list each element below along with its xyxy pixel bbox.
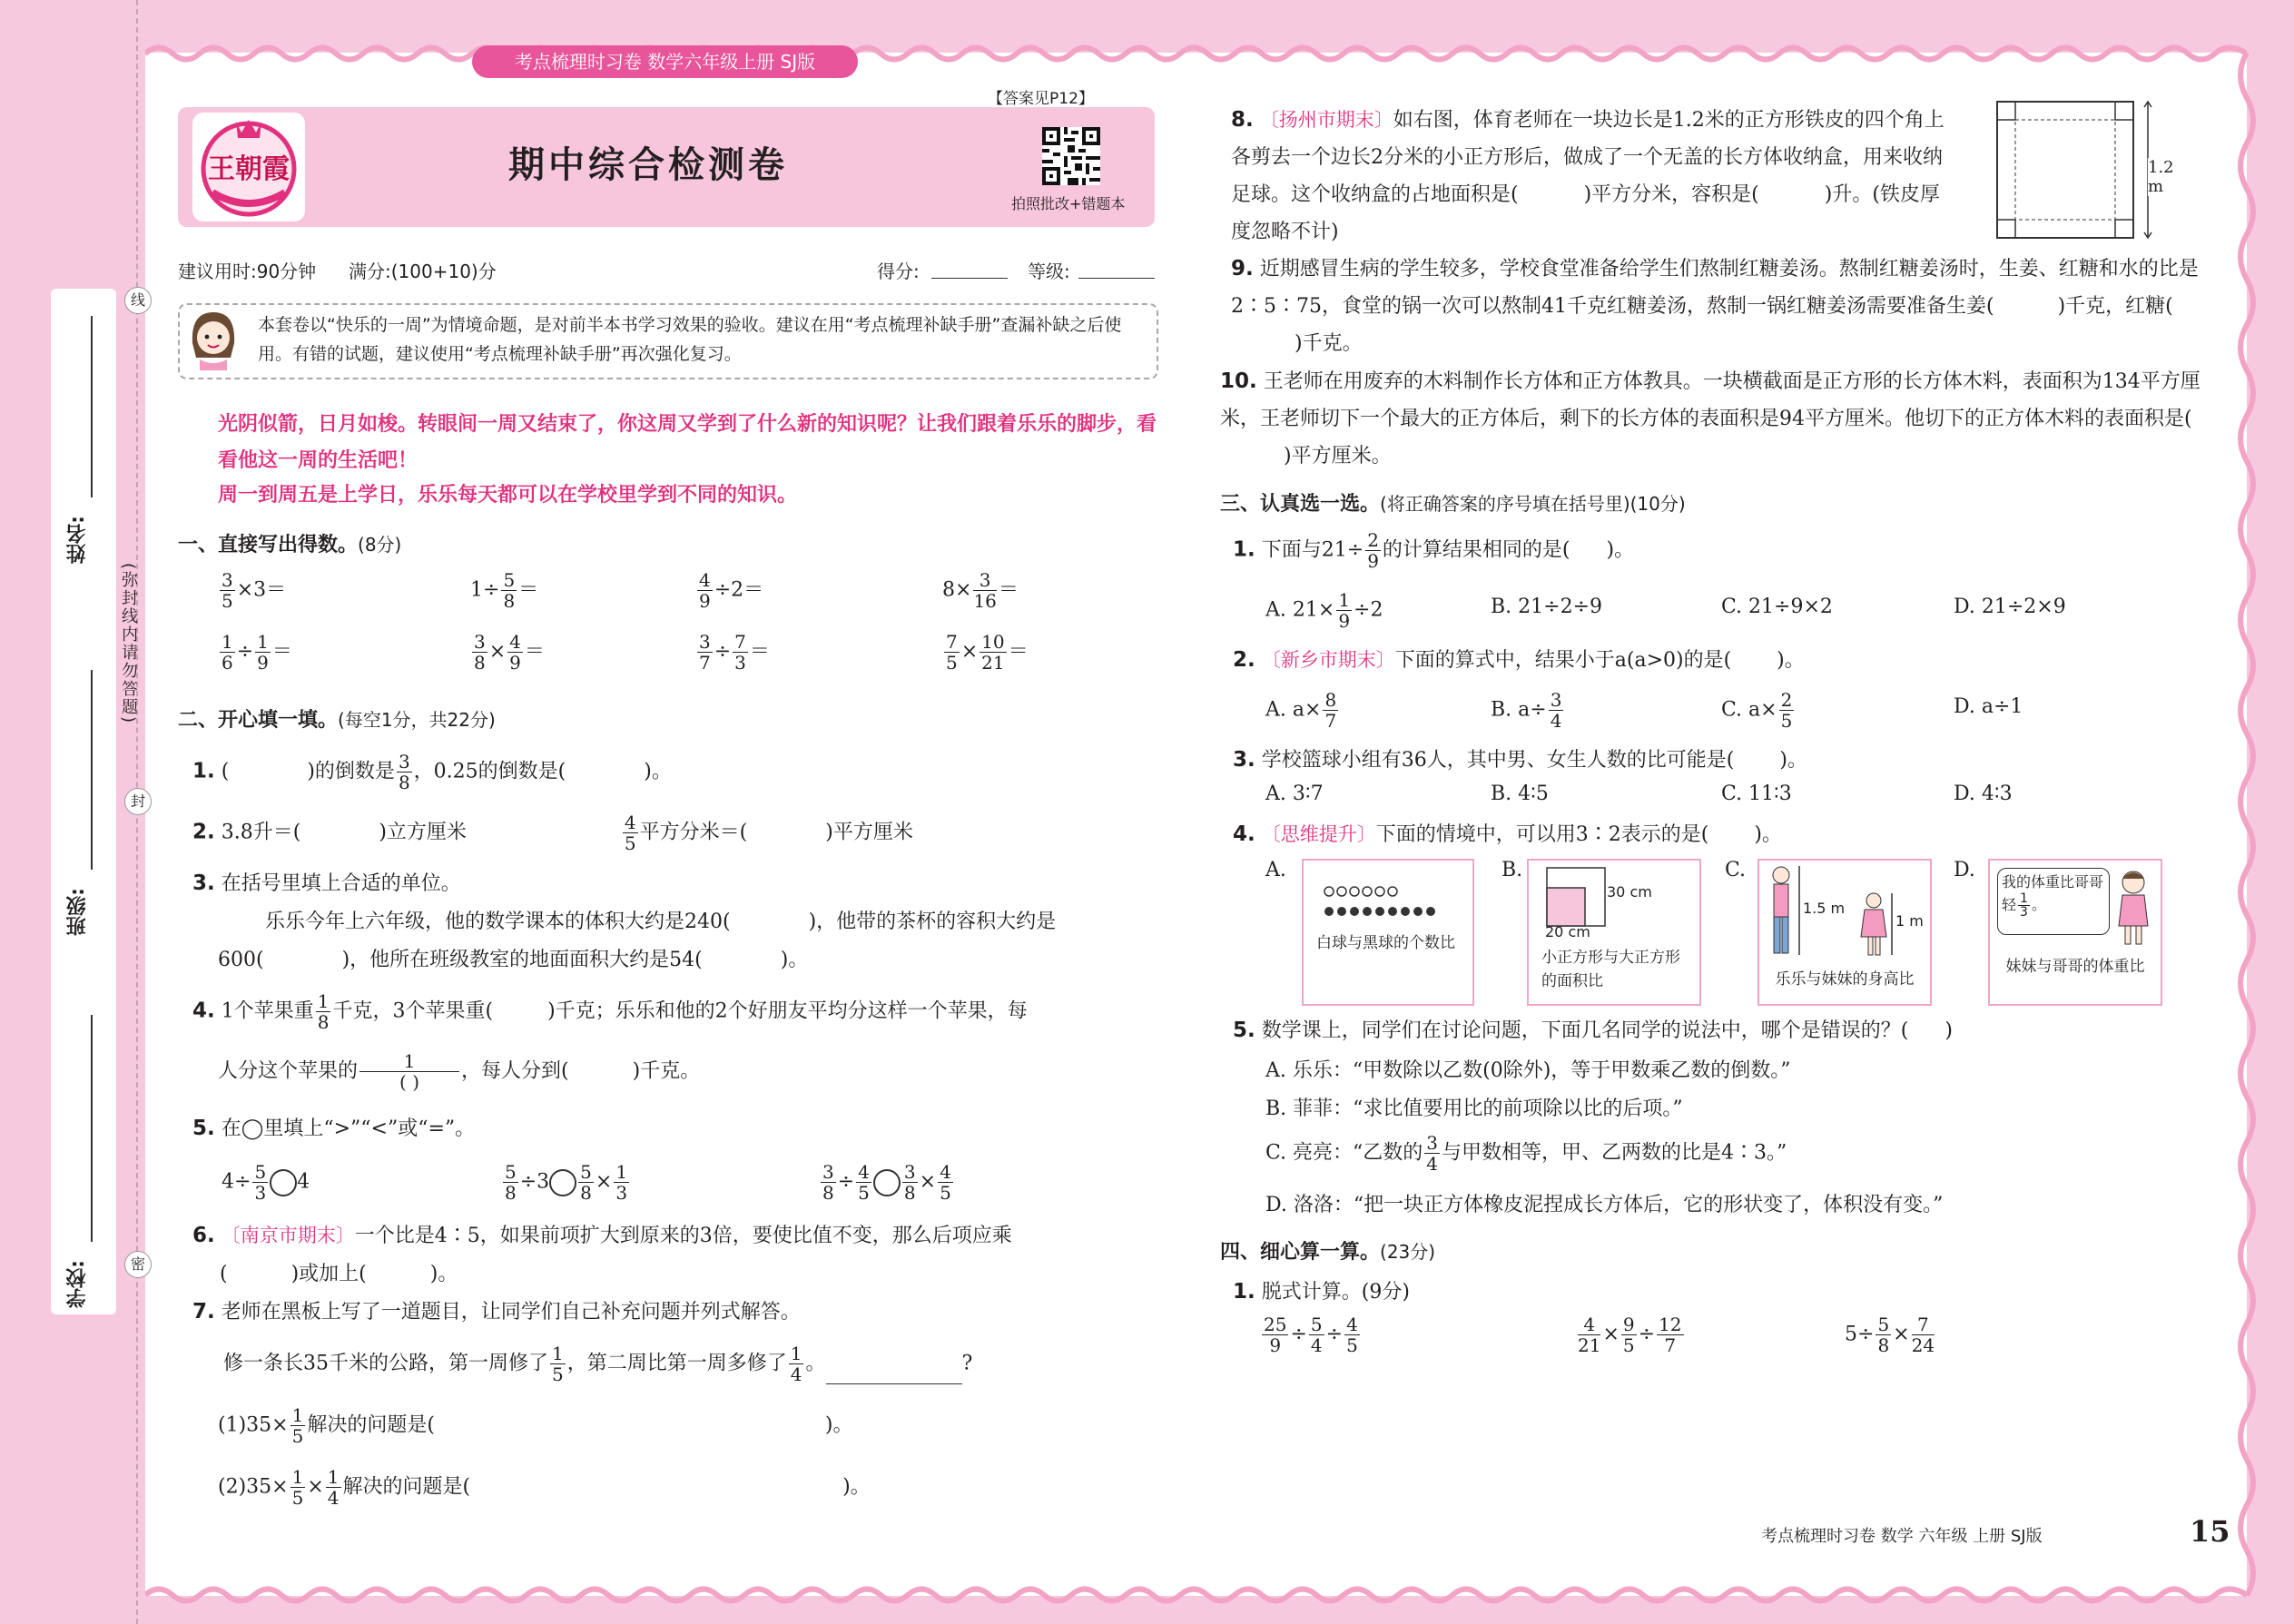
score-field[interactable] (931, 278, 1008, 279)
class-line[interactable] (91, 670, 93, 870)
question-2-5: 5. 在◯里填上“>”“<”或“=”。 (192, 1117, 476, 1140)
picture-b-caption: 小正方形与大正方形的面积比 (1541, 949, 1680, 990)
name-label: 姓名: (66, 516, 89, 564)
choice-3-4-a[interactable]: A. (1265, 859, 1286, 881)
choice-3-5-b[interactable]: B. 菲菲：“求比值要用比的前项除以比的后项。” (1265, 1097, 1683, 1120)
compare-circle-2[interactable] (549, 1169, 576, 1196)
choice-3-3-b[interactable]: B. 4∶5 (1491, 782, 1549, 805)
line-mark: 线 (124, 287, 152, 314)
small-side-label: 20 cm (1545, 923, 1590, 940)
choice-3-4-d[interactable]: D. (1954, 859, 1975, 881)
picture-a-balls (1302, 859, 1474, 1006)
balls-icon (1304, 861, 1472, 924)
question-2-3: 3. 在括号里填上合适的单位。 (192, 871, 461, 895)
calc-1-7: $\frac{3}{7}$ ÷ $\frac{7}{3}$ ＝ (699, 631, 770, 674)
sheet-diagram (1994, 98, 2174, 247)
wave-border-right (2234, 53, 2260, 1596)
secret-mark: 密 (124, 1251, 152, 1278)
grade-label: 等级: (1028, 261, 1070, 282)
large-side-label: 30 cm (1607, 883, 1652, 901)
picture-b-squares (1527, 859, 1701, 1006)
compare-circle-1[interactable] (270, 1169, 297, 1196)
full-score: 满分:(100+10)分 (349, 261, 497, 282)
picture-d-caption: 妹妹与哥哥的体重比 (2005, 958, 2145, 976)
question-2-9: 9. 近期感冒生病的学生较多，学校食堂准备给学生们熬制红糖姜汤。熬制红糖姜汤时，生姜、红糖和水的比是2∶5∶75，食堂的锅一次可以熬制41千克红糖姜汤，熬制一锅红糖姜汤需要准备生姜( )千克，红糖()千克。 (1231, 257, 2199, 355)
question-2-6: 6. 〔南京市期末〕一个比是4∶5，如果前项扩大到原来的3倍，要使比值不变，那么后项应乘 ( )或加上( )。 (192, 1224, 1012, 1285)
choice-3-4-b[interactable]: B. (1501, 859, 1523, 881)
series-banner: 考点梳理时习卷 数学六年级上册 SJ版 (472, 45, 858, 78)
question-2-4-line2: 人分这个苹果的 $\frac{1}{( )}$ ，每人分到( )千克。 (218, 1050, 701, 1093)
choice-3-3-d[interactable]: D. 4∶3 (1954, 782, 2013, 805)
intro-weekday: 周一到周五是上学日，乐乐每天都可以在学校里学到不同的知识。 (218, 484, 798, 507)
choice-3-2-b[interactable]: B. a÷ $\frac{3}{4}$ (1491, 689, 1562, 732)
picture-d-weights (1988, 859, 2162, 1006)
intro-paragraph: 光阴似箭，日月如梭。转眼间一周又结束了，你这周又学到了什么新的知识呢？让我们跟着乐乐的脚步，看看他这一周的生活吧！ (218, 413, 1157, 472)
step-calc-2: $\frac{4}{21}$ × $\frac{9}{5}$ ÷ $\frac{12}{7}$ (1578, 1314, 1682, 1356)
girl-icon (187, 307, 240, 370)
suggested-time: 建议用时:90分钟 (178, 261, 317, 282)
question-blank[interactable] (826, 1383, 962, 1384)
brand-logo (192, 113, 305, 221)
choice-3-4: 4. 〔思维提升〕下面的情境中，可以用3∶2表示的是( )。 (1233, 822, 1782, 846)
answer-reference: 【答案见P12】 (988, 90, 1094, 108)
picture-c-heights (1757, 859, 1932, 1006)
picture-a-caption: 白球与黑球的个数比 (1316, 934, 1455, 952)
question-2-3-line2: 600( )，他所在班级教室的地面面积大约是54( )。 (218, 949, 809, 971)
picture-c-caption: 乐乐与妹妹的身高比 (1775, 970, 1915, 989)
sister-icon (2108, 866, 2159, 948)
page-number: 15 (2190, 1514, 2230, 1549)
lele-height-label: 1.5 m (1803, 900, 1846, 917)
choice-3-1-d[interactable]: D. 21÷2×9 (1954, 595, 2066, 618)
compare-2: $\frac{5}{8}$ ÷3 $\frac{5}{8}$ × $\frac{1}{3}$ (505, 1161, 628, 1204)
choice-3-5-c[interactable]: C. 亮亮：“乙数的 $\frac{3}{4}$ 与甲数相等，甲、乙两数的比是4∶3。” (1265, 1132, 1787, 1175)
choice-3-1-b[interactable]: B. 21÷2÷9 (1491, 595, 1603, 618)
choice-3-5: 5. 数学课上，同学们在讨论问题，下面几名同学的说法中，哪个是错误的？( ) (1233, 1019, 1953, 1042)
square-sheet-icon (1994, 98, 2166, 243)
question-2-7-sub2: (2)35× $\frac{1}{5}$ × $\frac{1}{4}$ 解决的问题是( )。 (218, 1466, 871, 1509)
seal-note: (弥封线内请勿答题) (119, 563, 138, 725)
choice-3-1-a[interactable]: A. 21× $\frac{1}{9}$ ÷2 (1265, 589, 1383, 632)
calc-1-4: 8× $\frac{3}{16}$ ＝ (942, 569, 1019, 612)
question-2-7: 7. 老师在黑板上写了一道题目，让同学们自己补充问题并列式解答。 (192, 1300, 801, 1324)
qr-icon (1042, 127, 1100, 185)
step-calc-3: 5÷ $\frac{5}{8}$ × $\frac{7}{24}$ (1845, 1314, 1935, 1356)
step-calc-1: $\frac{25}{9}$ ÷ $\frac{5}{4}$ ÷ $\frac{4}{5}$ (1264, 1314, 1358, 1356)
section-4-title: 四、细心算一算。(23分) (1220, 1241, 1436, 1264)
choice-3-3-c[interactable]: C. 11∶3 (1721, 782, 1792, 805)
calc-1-8: $\frac{7}{5}$ × $\frac{10}{21}$ ＝ (946, 631, 1029, 674)
calc-1-5: $\frac{1}{6}$ ÷ $\frac{1}{9}$ ＝ (222, 631, 292, 674)
calc-1-6: $\frac{3}{8}$ × $\frac{4}{9}$ ＝ (474, 631, 545, 674)
compare-1: 4÷ $\frac{5}{3}$ 4 (222, 1161, 310, 1204)
compare-3: $\frac{3}{8}$ ÷ $\frac{4}{5}$ $\frac{3}{8}$ × $\frac{4}{5}$ (822, 1161, 951, 1204)
question-2-3-line1: 乐乐今年上六年级，他的数学课本的体积大约是240( )，他带的茶杯的容积大约是 (265, 910, 1057, 933)
wave-border-top (145, 42, 2247, 65)
choice-3-3: 3. 学校篮球小组有36人，其中男、女生人数的比可能是( )。 (1233, 748, 1807, 772)
calc-1-3: $\frac{4}{9}$ ÷2＝ (699, 569, 764, 612)
qr-code[interactable] (1042, 127, 1100, 185)
class-label: 班级: (66, 888, 89, 936)
calc-1-1: $\frac{3}{5}$ ×3＝ (222, 569, 287, 612)
choice-3-5-a[interactable]: A. 乐乐：“甲数除以乙数(0除外)，等于甲数乘乙数的倒数。” (1265, 1059, 1791, 1082)
choice-3-2-c[interactable]: C. a× $\frac{2}{5}$ (1721, 689, 1793, 732)
calc-4-1: 1. 脱式计算。(9分) (1233, 1280, 1410, 1304)
compare-circle-3[interactable] (873, 1169, 901, 1196)
section-2-title: 二、开心填一填。(每空1分，共22分) (178, 709, 496, 732)
qr-caption: 拍照批改+错题本 (1011, 195, 1126, 212)
choice-3-1-c[interactable]: C. 21÷9×2 (1721, 595, 1833, 618)
choice-3-2-d[interactable]: D. a÷1 (1954, 695, 2023, 718)
choice-3-4-c[interactable]: C. (1725, 859, 1747, 881)
question-2-2: 2. 3.8升＝( )立方厘米 $\frac{4}{5}$ 平方分米＝( )平方厘米 (192, 812, 913, 854)
tip-text: 本套卷以“快乐的一周”为情境命题，是对前半本书学习效果的验收。建议在用“考点梳理补缺手册”查漏补缺之后使用。有错的试题，建议使用“考点梳理补缺手册”再次强化复习。 (258, 315, 1122, 364)
choice-3-2: 2. 〔新乡市期末〕下面的算式中，结果小于a(a>0)的是( )。 (1233, 648, 1805, 672)
page-footer: 考点梳理时习卷 数学 六年级 上册 SJ版 (1761, 1527, 2043, 1546)
seal-mark: 封 (124, 788, 152, 815)
choice-3-5-d[interactable]: D. 洛洛：“把一块正方体橡皮泥捏成长方体后，它的形状变了，体积没有变。” (1265, 1194, 1944, 1216)
choice-3-2-a[interactable]: A. a× $\frac{8}{7}$ (1265, 689, 1337, 732)
choice-3-1: 1. 下面与21÷ $\frac{2}{9}$ 的计算结果相同的是( )。 (1233, 529, 1635, 572)
question-2-10: 10. 王老师在用废弃的木料制作长方体和正方体教具。一块横截面是正方形的长方体木料，表面积为134平方厘米，王老师切下一个最大的正方体后，剩下的长方体的表面积是94平方厘米。他切下的正方体木料的表面积是()平方厘米。 (1220, 369, 2200, 468)
grade-field[interactable] (1078, 278, 1155, 279)
logo-icon (192, 113, 305, 221)
section-3-title: 三、认真选一选。(将正确答案的序号填在括号里)(10分) (1220, 493, 1686, 516)
school-line[interactable] (91, 1015, 93, 1242)
choice-3-3-a[interactable]: A. 3∶7 (1265, 782, 1324, 805)
logo-text: 王朝霞 (208, 153, 290, 185)
school-label: 学校: (66, 1260, 89, 1308)
wave-border-bottom (145, 1583, 2247, 1607)
calc-1-2: 1÷ $\frac{5}{8}$ ＝ (470, 569, 539, 612)
question-2-4: 4. 1个苹果重 $\frac{1}{8}$ 千克，3个苹果重( )千克；乐乐和他的2个好朋友平均分这样一个苹果，每 (192, 990, 1028, 1033)
question-2-7-problem: 修一条长35千米的公路，第一周修了 $\frac{1}{5}$ ，第二周比第一周多修了 $\frac{1}{4}$ 。 ? (223, 1343, 973, 1385)
binding-strip (51, 289, 116, 1314)
name-line[interactable] (91, 316, 93, 497)
question-2-1: 1. ( )的倒数是 $\frac{3}{8}$ ，0.25的倒数是( )。 (192, 751, 672, 793)
question-2-7-sub1: (1)35× $\frac{1}{5}$ 解决的问题是( )。 (218, 1404, 853, 1447)
speech-bubble: 我的体重比哥哥轻 $\frac{1}{3}$ 。 (1997, 868, 2110, 935)
score-label: 得分: (877, 261, 920, 282)
page-title: 期中综合检测卷 (508, 144, 788, 186)
sister-height-label: 1 m (1895, 912, 1924, 930)
side-length-label: 1.2 m (2148, 158, 2174, 196)
section-1-title: 一、直接写出得数。(8分) (178, 534, 402, 556)
girl-avatar (187, 307, 240, 370)
question-2-8: 8. 〔扬州市期末〕如右图，体育老师在一块边长是1.2米的正方形铁皮的四个角上各剪去一个边长2分米的小正方形后，做成了一个无盖的长方体收纳盒，用来收纳足球。这个收纳盒的占地面积是( )平方分米，容积是( )升。(铁皮厚度忽略不计) (1231, 108, 1944, 243)
